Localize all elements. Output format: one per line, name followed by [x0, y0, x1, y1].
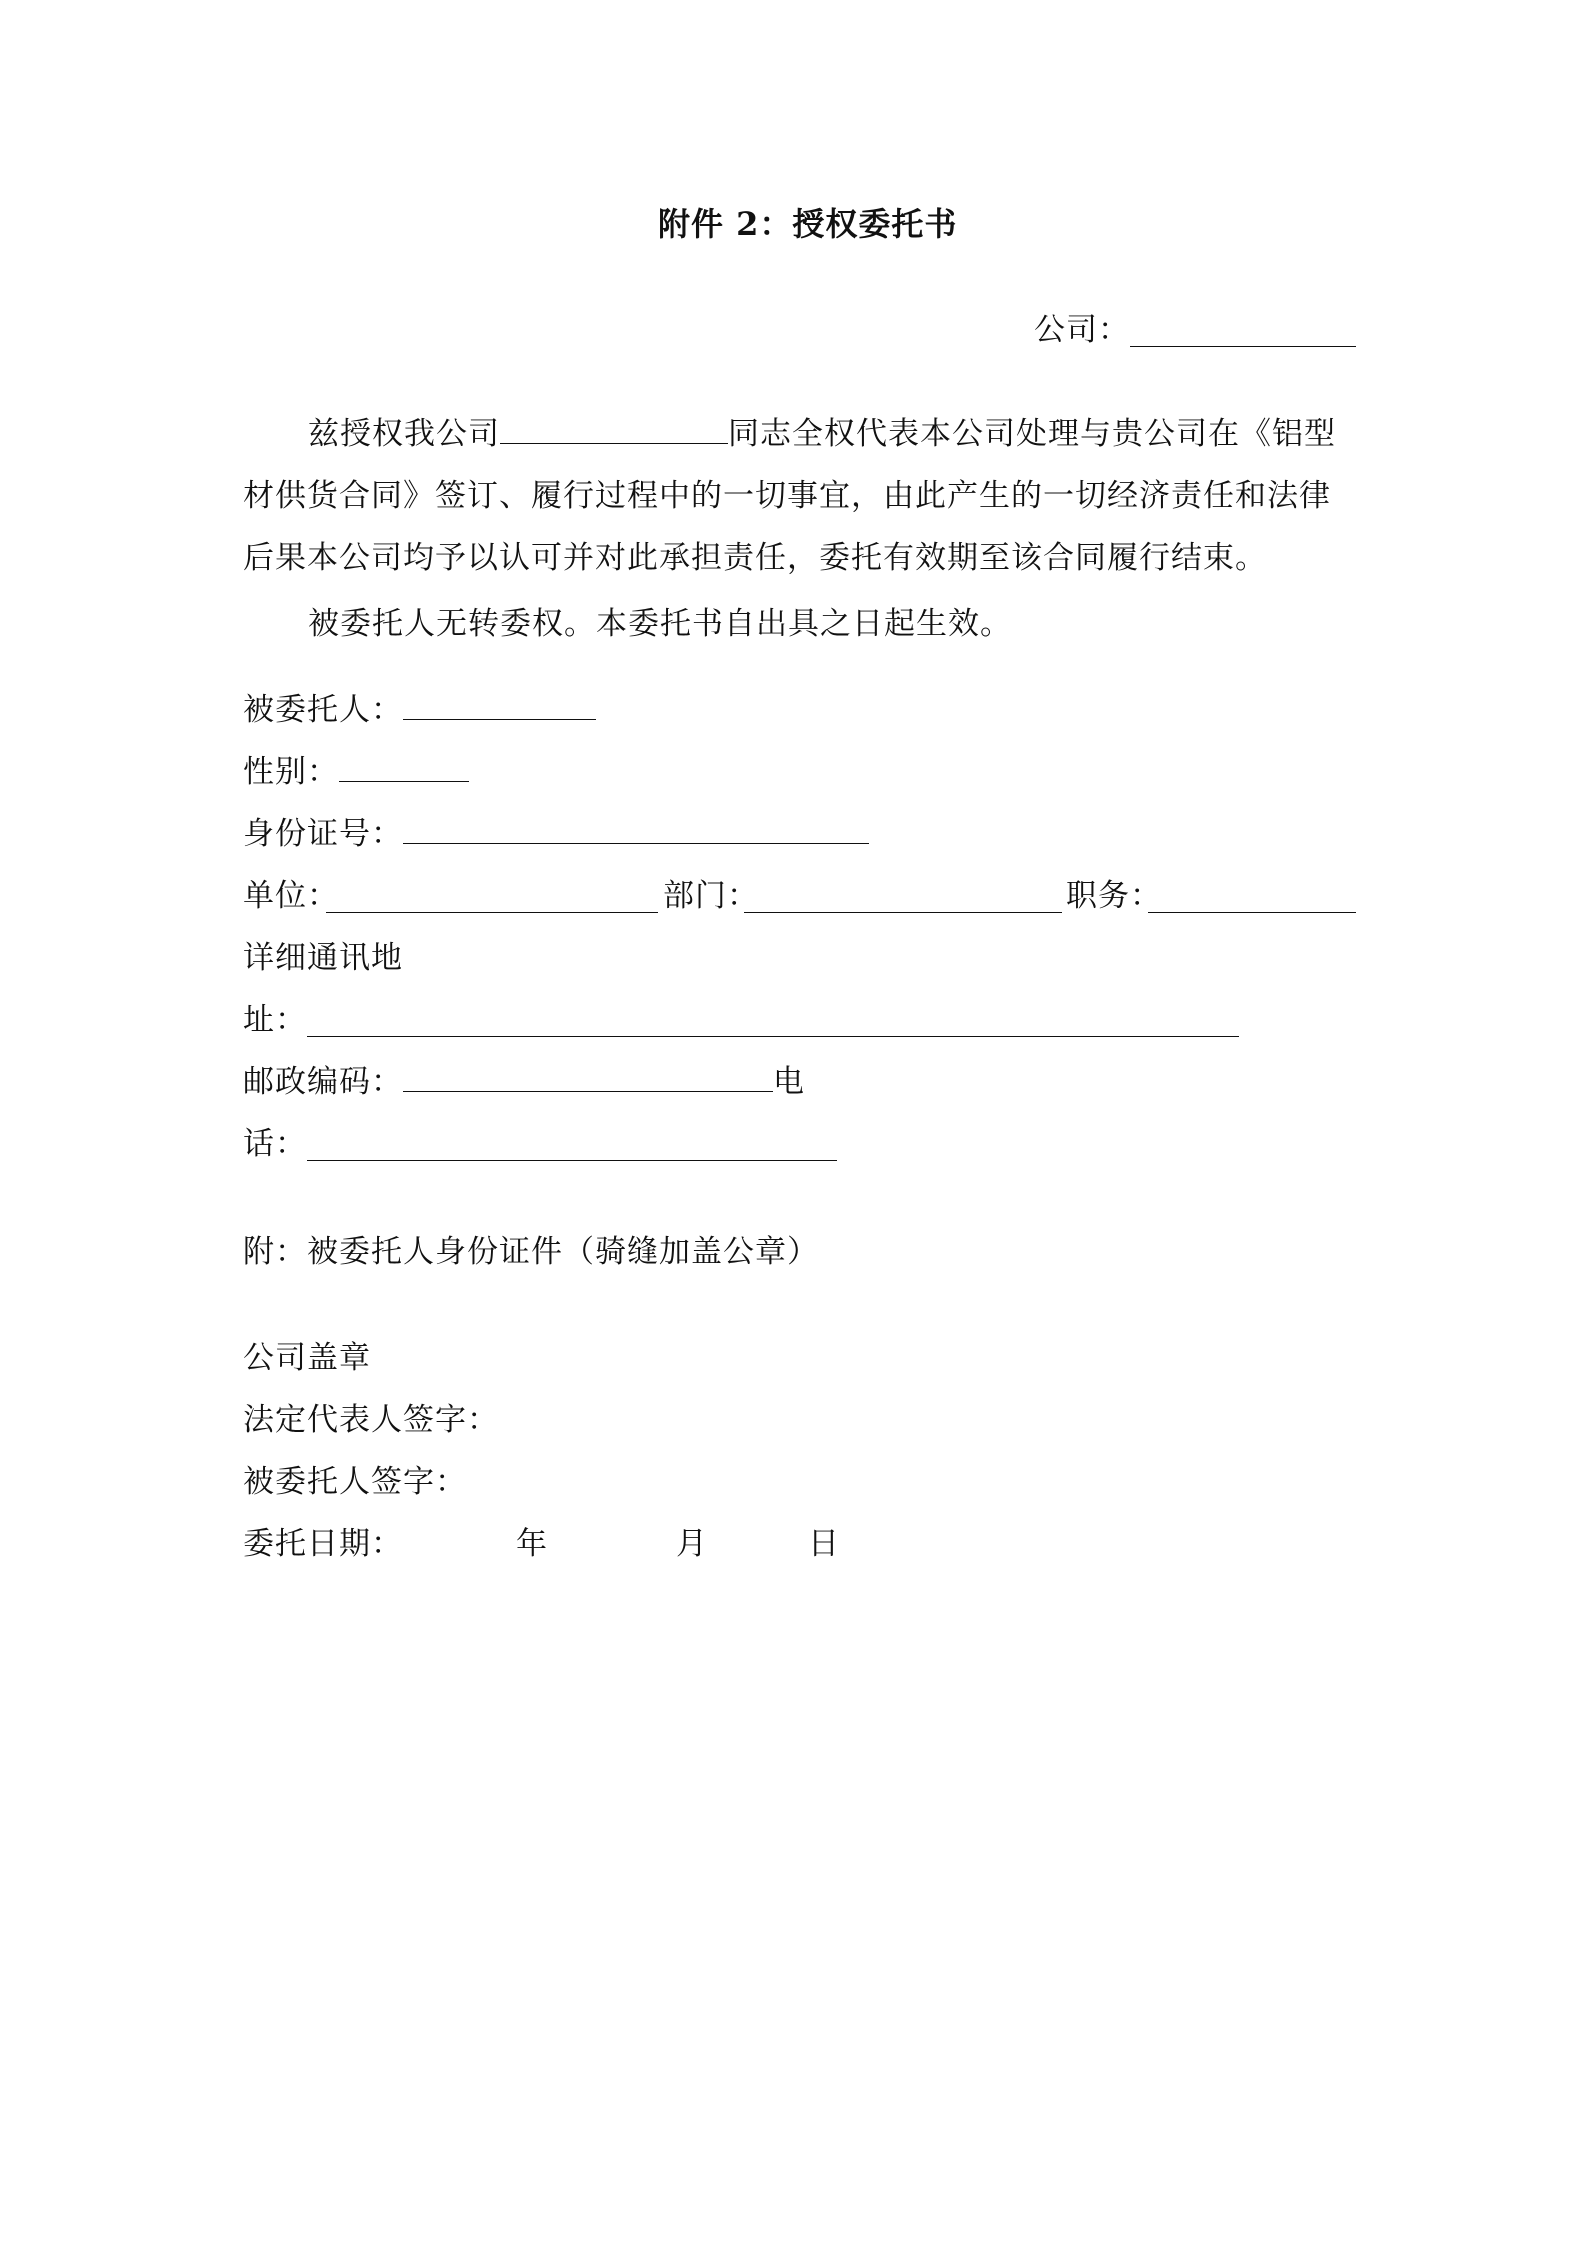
gender-field	[243, 752, 469, 792]
phone-label-part1: 电	[773, 1064, 805, 1100]
company-seal: 公司盖章	[243, 1340, 371, 1376]
postcode-label: 邮政编码：	[243, 1064, 403, 1100]
dept-label: 部门：	[663, 878, 759, 914]
company-label: 公司：	[1034, 312, 1130, 348]
trustee-blank	[403, 691, 596, 720]
company-blank	[1130, 318, 1356, 347]
trustee-signature: 被委托人签字：	[243, 1464, 467, 1500]
paragraph-1-line-3: 后果本公司均予以认可并对此承担责任，委托有效期至该合同履行结束。	[243, 540, 1267, 576]
postcode-field	[243, 1062, 805, 1102]
gender-blank	[339, 753, 469, 782]
date-day: 日	[808, 1526, 840, 1562]
id-label: 身份证号：	[243, 816, 403, 852]
position-blank	[1148, 884, 1356, 913]
address-label-line-1: 详细通讯地	[243, 940, 403, 976]
address-field	[243, 1000, 307, 1040]
position-label: 职务：	[1066, 878, 1162, 914]
company-line	[1034, 310, 1130, 350]
dept-blank	[744, 884, 1062, 913]
trustee-label: 被委托人：	[243, 692, 403, 728]
legal-rep-signature: 法定代表人签字：	[243, 1402, 499, 1438]
para1-part2: 同志全权代表本公司处理与贵公司在《铝型	[728, 416, 1336, 452]
document-title: 附件 2：授权委托书	[658, 205, 958, 243]
id-field	[243, 814, 869, 854]
attachment-note: 附：被委托人身份证件（骑缝加盖公章）	[243, 1234, 819, 1270]
id-blank	[403, 815, 869, 844]
address-label: 址：	[243, 1002, 307, 1038]
trustee-field	[243, 690, 596, 730]
phone-label-part2: 话：	[243, 1126, 307, 1162]
paragraph-1-line-1	[308, 414, 1336, 454]
address-blank	[307, 1008, 1239, 1037]
date-label: 委托日期：	[243, 1526, 403, 1562]
unit-blank	[326, 884, 658, 913]
unit-field	[243, 876, 339, 916]
trustee-name-blank	[500, 415, 728, 444]
date-month: 月	[676, 1526, 708, 1562]
paragraph-1-line-2: 材供货合同》签订、履行过程中的一切事宜，由此产生的一切经济责任和法律	[243, 478, 1331, 514]
gender-label: 性别：	[243, 754, 339, 790]
paragraph-2: 被委托人无转委权。本委托书自出具之日起生效。	[308, 606, 1012, 642]
date-year: 年	[516, 1526, 548, 1562]
phone-field	[243, 1124, 307, 1164]
postcode-blank	[403, 1063, 773, 1092]
unit-label: 单位：	[243, 878, 339, 914]
phone-blank	[307, 1132, 837, 1161]
para1-part1: 兹授权我公司	[308, 416, 500, 452]
